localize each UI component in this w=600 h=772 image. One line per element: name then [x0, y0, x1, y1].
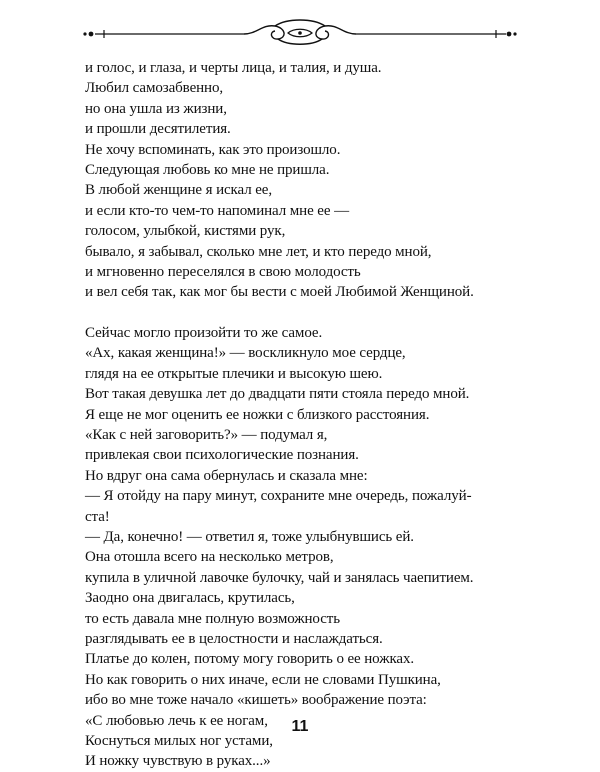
header-ornament-icon	[82, 14, 518, 54]
text-line: разглядывать ее в целостности и наслаждаться.	[85, 630, 383, 647]
text-line: Она отошла всего на несколько метров,	[85, 549, 334, 566]
text-line: и мгновенно переселялся в свою молодость	[85, 264, 361, 281]
text-line: Я еще не мог оценить ее ножки с близкого расстояния.	[85, 406, 430, 423]
text-line: привлекая свои психологические познания.	[85, 447, 359, 464]
text-line: и вел себя так, как мог бы вести с моей Любимой Женщиной.	[85, 284, 474, 301]
text-line: В любой женщине я искал ее,	[85, 182, 273, 199]
text-line: Сейчас могло произойти то же самое.	[85, 324, 323, 341]
text-line: и если кто-то чем-то напоминал мне ее —	[85, 202, 349, 219]
text-line: Но вдруг она сама обернулась и сказала мне:	[85, 467, 368, 484]
text-line: Коснуться милых ног устами,	[85, 733, 273, 749]
text-line: — Да, конечно! — ответил я, тоже улыбнувшись ей.	[85, 528, 414, 545]
text-line: — Я отойду на пару минут, сохраните мне очередь, пожалуй-	[85, 488, 472, 505]
page-text	[85, 58, 525, 772]
paragraph-1	[85, 58, 525, 303]
paragraph-gap	[85, 303, 525, 323]
text-line: ста!	[85, 508, 110, 525]
text-line: Следующая любовь ко мне не пришла.	[85, 162, 330, 179]
text-line: голосом, улыбкой, кистями рук,	[85, 223, 286, 240]
text-line: Любил самозабвенно,	[85, 80, 224, 97]
text-line: бывало, я забывал, сколько мне лет, и кто передо мной,	[85, 243, 432, 260]
text-line: «С любовью лечь к ее ногам,	[85, 712, 268, 729]
paragraph-2	[85, 323, 525, 772]
text-line: И ножку чувствую в руках...»	[85, 753, 271, 770]
text-line: то есть давала мне полную возможность	[85, 610, 340, 627]
text-line: «Ах, какая женщина!» — воскликнуло мое сердце,	[85, 345, 406, 362]
text-line: глядя на ее открытые плечики и высокую шею.	[85, 365, 383, 382]
text-line: Но как говорить о них иначе, если не словами Пушкина,	[85, 671, 441, 688]
text-line: и прошли десятилетия.	[85, 121, 231, 138]
text-line: купила в уличной лавочке булочку, чай и занялась чаепитием.	[85, 569, 474, 586]
text-line: и голос, и глаза, и черты лица, и талия, и душа.	[85, 60, 382, 76]
text-line: но она ушла из жизни,	[85, 100, 227, 117]
text-line: Заодно она двигалась, крутилась,	[85, 590, 295, 607]
text-line: Платье до колен, потому могу говорить о ее ножках.	[85, 651, 415, 668]
text-line: Вот такая девушка лет до двадцати пяти стояла передо мной.	[85, 386, 470, 403]
text-line: ибо во мне тоже начало «кишеть» воображение поэта:	[85, 692, 427, 709]
text-line: Не хочу вспоминать, как это произошло.	[85, 141, 341, 158]
page-number: 11	[291, 718, 309, 735]
text-line: «Как с ней заговорить?» — подумал я,	[85, 426, 328, 443]
